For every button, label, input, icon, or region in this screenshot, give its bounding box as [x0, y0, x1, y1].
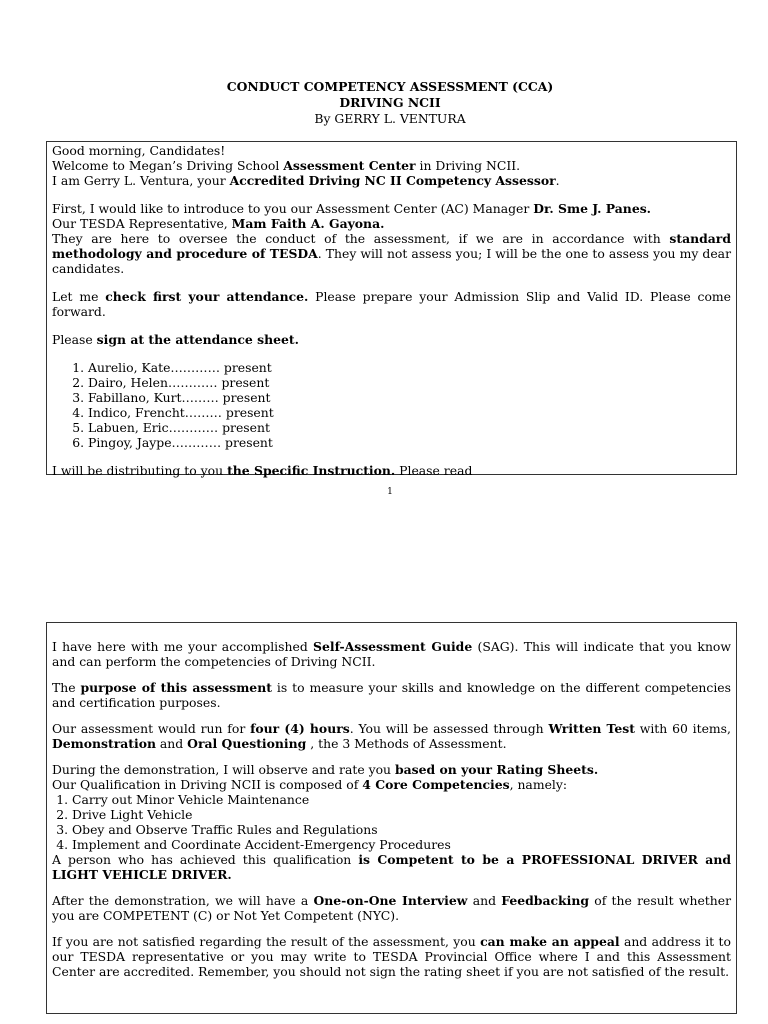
page1-script-box: [46, 141, 737, 478]
greeting: Good morning, Candidates!: [52, 143, 226, 158]
list-item: 5. Labuen, Eric………… present: [88, 420, 731, 435]
list-item: 4. Implement and Coordinate Accident-Emergency Procedures: [72, 837, 731, 852]
sign-sheet-line: Please sign at the attendance sheet.: [52, 332, 299, 347]
purpose-paragraph: The purpose of this assessment is to measure your skills and knowledge on the different competencies and certification purposes.: [52, 680, 731, 710]
achieved-paragraph: A person who has achieved this qualification is Competent to be a PROFESSIONAL DRIVER and LIGHT VEHICLE DRIVER.: [52, 852, 731, 882]
oversee-paragraph: They are here to oversee the conduct of the assessment, if we are in accordance with standard methodology and procedure of TESDA. They will not assess you; I will be the one to assess you my dear candidates.: [52, 231, 731, 276]
document-title: CONDUCT COMPETENCY ASSESSMENT (CCA): [226, 79, 554, 94]
competency-list: [52, 792, 731, 852]
qualification-line: Our Qualification in Driving NCII is composed of 4 Core Competencies, namely:: [52, 777, 568, 792]
interview-paragraph: After the demonstration, we will have a One-on-One Interview and Feedbacking of the result whether you are COMPETENT (C) or Not Yet Competent (NYC).: [52, 893, 732, 923]
manager-intro: First, I would like to introduce to you our Assessment Center (AC) Manager Dr. Sme J. Panes.: [52, 201, 651, 216]
list-item: 2. Drive Light Vehicle: [72, 807, 731, 822]
sag-paragraph: I have here with me your accomplished Self-Assessment Guide (SAG). This will indicate that you know and can perform the competencies of Driving NCII.: [52, 639, 731, 669]
document-subtitle: DRIVING NCII: [339, 95, 441, 110]
representative-intro: Our TESDA Representative, Mam Faith A. Gayona.: [52, 216, 385, 231]
list-item: 3. Fabillano, Kurt……… present: [88, 390, 731, 405]
appeal-paragraph: If you are not satisfied regarding the result of the assessment, you can make an appeal and address it to our TESDA representative or you may write to TESDA Provincial Office where I and this Assessment Center are accredited. Remember, you should not sign the rating sheet if you are not satisfied of the result.: [52, 934, 731, 979]
list-item: 4. Indico, Frencht……… present: [88, 405, 731, 420]
document-author: By GERRY L. VENTURA: [314, 111, 466, 126]
attendance-paragraph: Let me check first your attendance. Please prepare your Admission Slip and Valid ID. Please come forward.: [52, 289, 732, 319]
assessor-intro: I am Gerry L. Ventura, your Accredited Driving NC II Competency Assessor.: [52, 173, 560, 188]
list-item: 6. Pingoy, Jaype………… present: [88, 435, 731, 450]
page2-script-box: [46, 622, 737, 1014]
list-item: 1. Carry out Minor Vehicle Maintenance: [72, 792, 731, 807]
page-number: 1: [387, 487, 393, 497]
welcome-line: Welcome to Megan’s Driving School Assessment Center in Driving NCII.: [52, 158, 521, 173]
demonstration-line: During the demonstration, I will observe and rate you based on your Rating Sheets.: [52, 762, 599, 777]
list-item: 3. Obey and Observe Traffic Rules and Regulations: [72, 822, 731, 837]
duration-paragraph: Our assessment would run for four (4) hours. You will be assessed through Written Test with 60 items, Demonstration and Oral Questioning , the 3 Methods of Assessment.: [52, 721, 731, 751]
list-item: 2. Dairo, Helen………… present: [88, 375, 731, 390]
attendance-list: [52, 360, 731, 450]
distribute-line: I will be distributing to you the Specific Instruction. Please read: [52, 463, 473, 478]
list-item: 1. Aurelio, Kate………… present: [88, 360, 731, 375]
